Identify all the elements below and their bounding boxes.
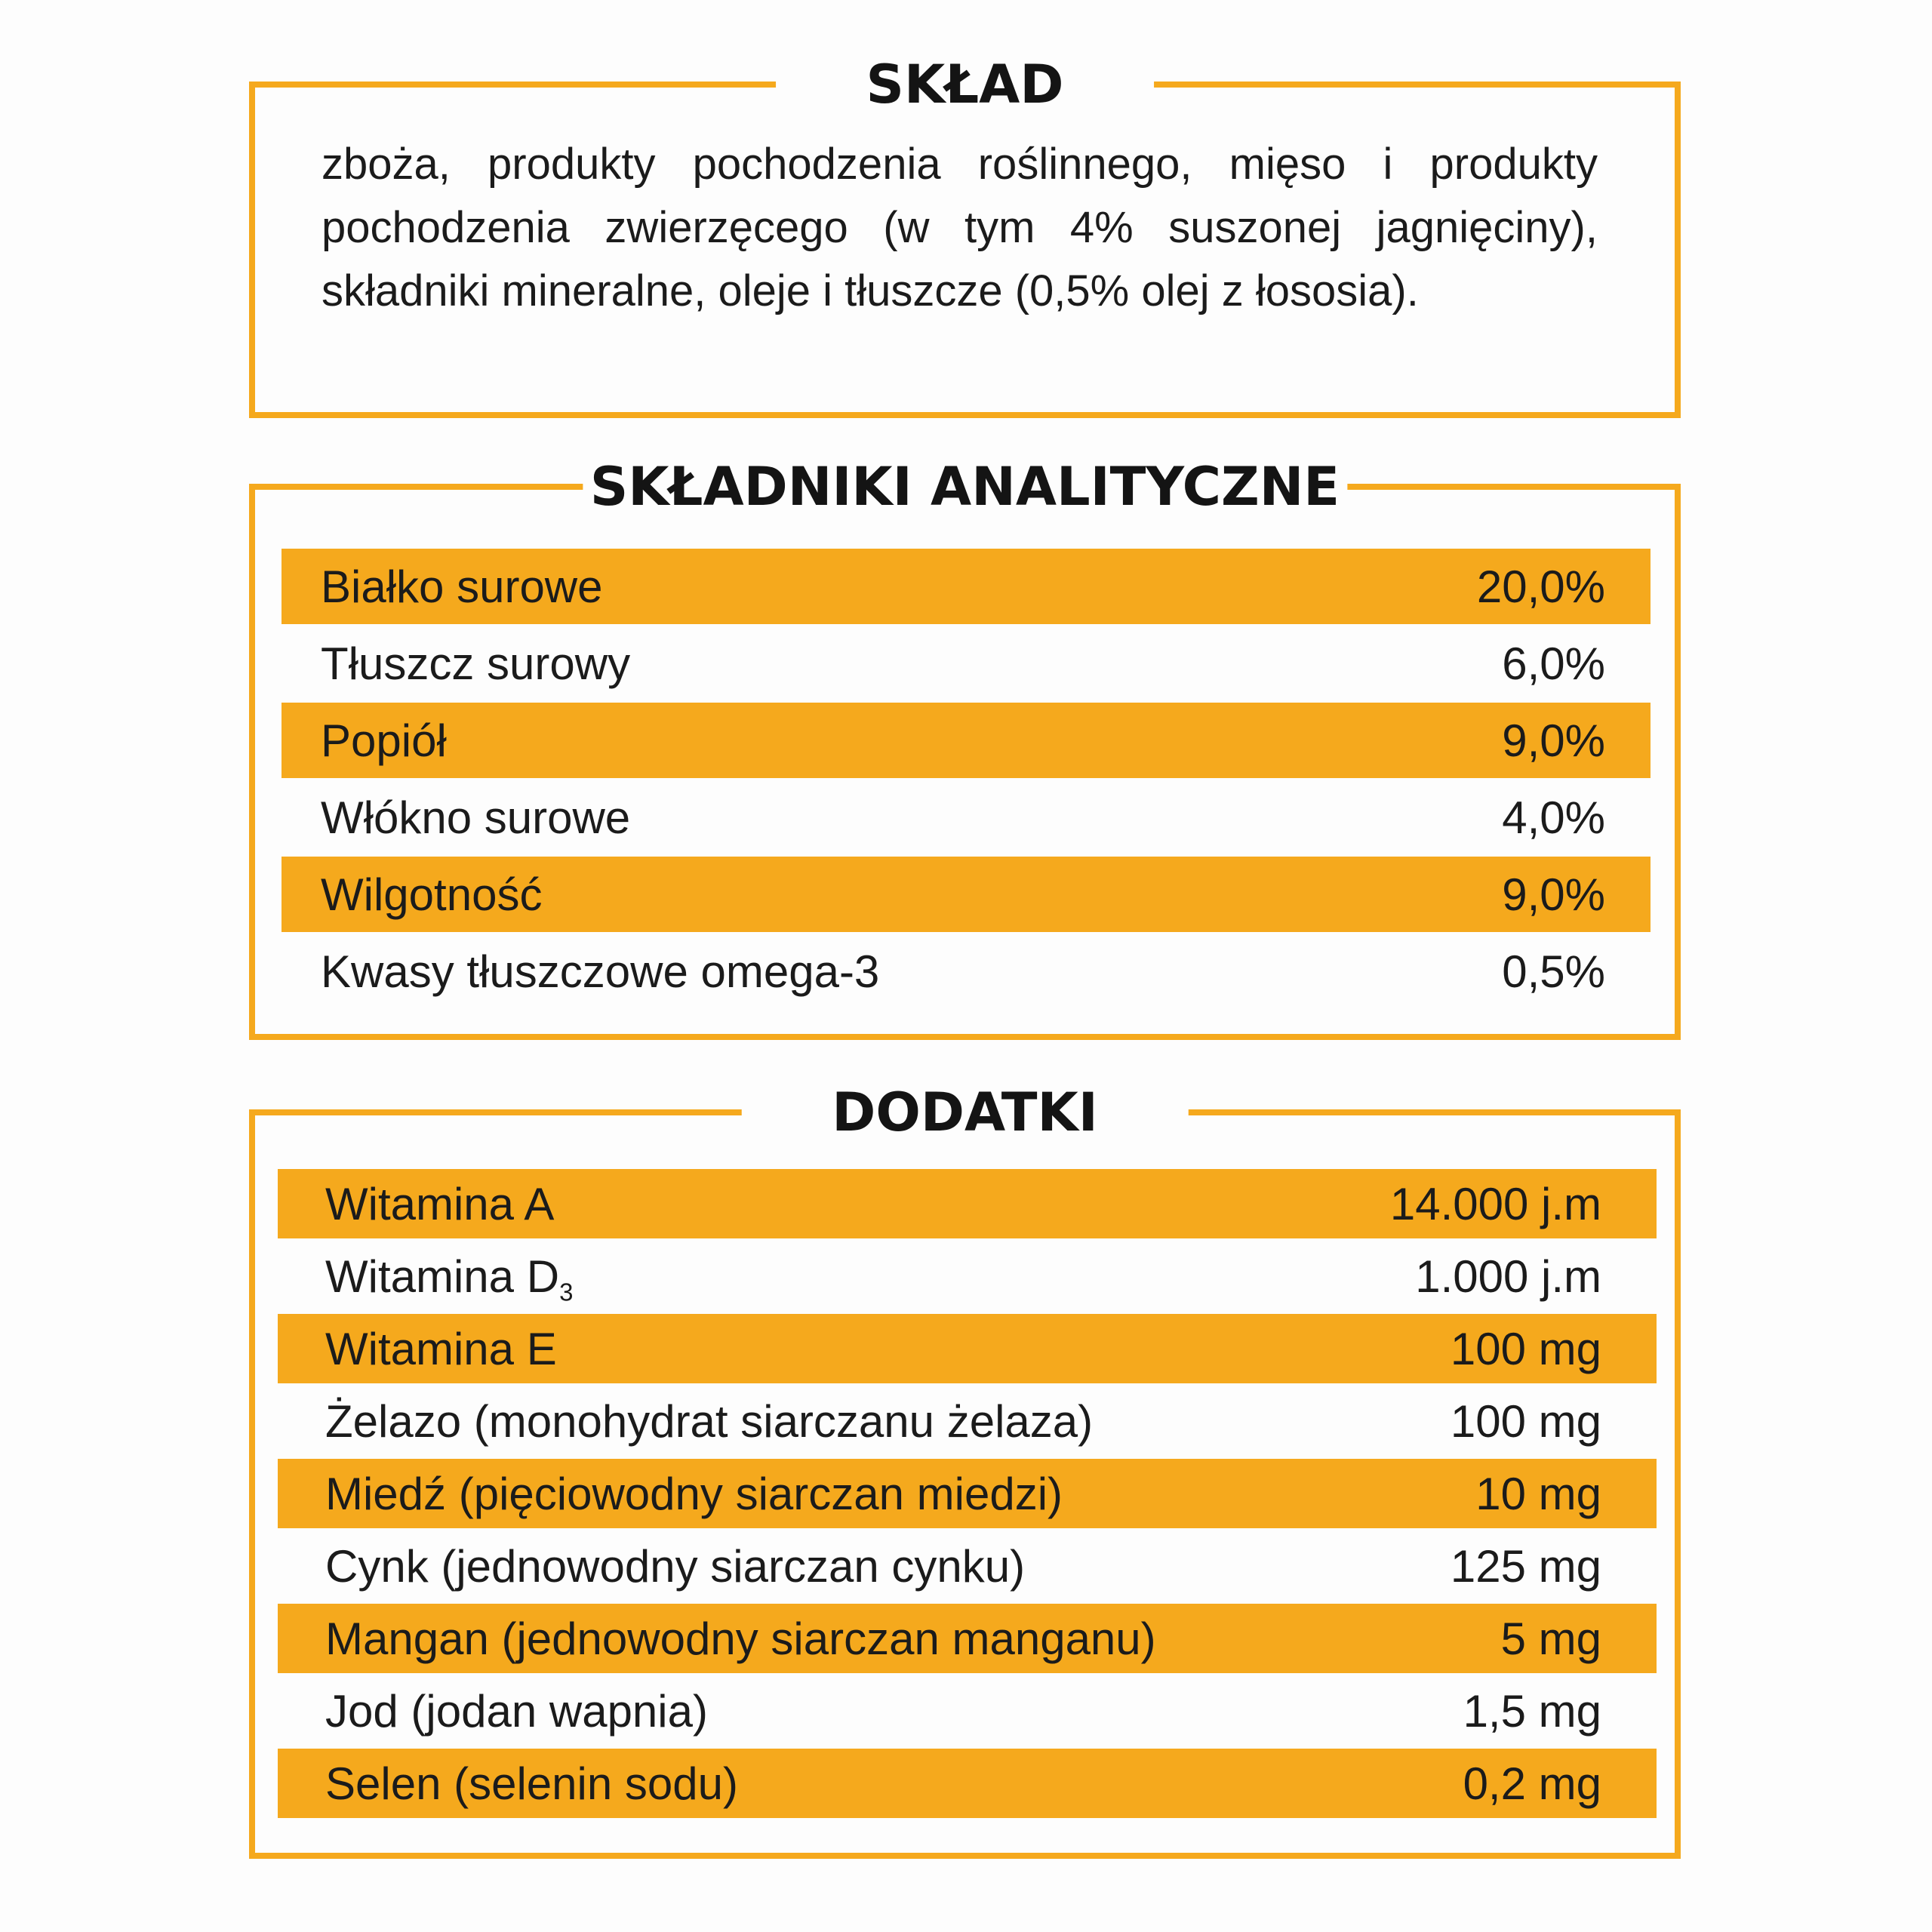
row-value: 100 mg — [1450, 1323, 1601, 1374]
table-row — [278, 1169, 1657, 1238]
row-value: 14.000 j.m — [1389, 1178, 1601, 1229]
table-row — [281, 780, 1651, 855]
table-row — [281, 857, 1651, 932]
row-label: Cynk (jednowodny siarczan cynku) — [325, 1540, 1026, 1592]
row-value: 5 mg — [1500, 1613, 1601, 1664]
table-row — [278, 1604, 1657, 1673]
table-row — [278, 1749, 1657, 1818]
row-value: 9,0% — [1502, 715, 1605, 766]
table-row — [281, 934, 1651, 1009]
row-label: Selen (selenin sodu) — [325, 1758, 739, 1809]
row-value: 100 mg — [1450, 1395, 1601, 1447]
row-value: 6,0% — [1502, 638, 1605, 689]
row-value: 0,5% — [1502, 946, 1605, 997]
table-row — [278, 1459, 1657, 1528]
row-label: Witamina A — [325, 1178, 555, 1229]
table-row — [281, 549, 1651, 624]
row-value: 10 mg — [1475, 1468, 1601, 1519]
row-label: Jod (jodan wapnia) — [325, 1685, 708, 1737]
dodatki-title: DODATKI — [741, 1081, 1189, 1144]
row-value: 9,0% — [1502, 869, 1605, 920]
table-row — [281, 703, 1651, 778]
row-label: Witamina $D_3$ — [325, 1251, 574, 1306]
row-value: 4,0% — [1502, 792, 1605, 843]
row-label: Włókno surowe — [321, 792, 631, 843]
row-value: 1,5 mg — [1463, 1685, 1601, 1737]
table-row — [281, 626, 1651, 701]
row-value: 125 mg — [1450, 1540, 1601, 1592]
analityczne-title: SKŁADNIKI ANALITYCZNE — [583, 455, 1347, 518]
row-label: Wilgotność — [321, 869, 543, 920]
row-label: Tłuszcz surowy — [321, 638, 631, 689]
table-row — [278, 1531, 1657, 1601]
table-row — [278, 1386, 1657, 1456]
row-label: Popiół — [321, 715, 447, 766]
row-label: Miedź (pięciowodny siarczan miedzi) — [325, 1468, 1063, 1519]
table-row — [278, 1241, 1657, 1311]
dodatki-panel — [249, 1081, 1681, 1859]
row-value: 1.000 j.m — [1415, 1251, 1601, 1302]
sklad-panel — [249, 54, 1681, 418]
row-label: Mangan (jednowodny siarczan manganu) — [325, 1613, 1156, 1664]
row-label: Kwasy tłuszczowe omega-3 — [321, 946, 880, 997]
sklad-title: SKŁAD — [776, 53, 1155, 116]
row-value: 0,2 mg — [1463, 1758, 1601, 1809]
sklad-text: zboża, produkty pochodzenia roślinnego, mięso i produkty pochodzenia zwierzęcego (w tym 4% suszonej jagnięciny), składniki mineralne, oleje i tłuszcze (0,5% olej z łososia). — [321, 140, 1598, 315]
row-label-subscript: 3 — [559, 1278, 574, 1306]
analityczne-panel — [249, 456, 1681, 1040]
table-row — [278, 1314, 1657, 1383]
row-label: Żelazo (monohydrat siarczanu żelaza) — [325, 1395, 1094, 1447]
row-label: Białko surowe — [321, 561, 603, 612]
row-value: 20,0% — [1476, 561, 1605, 612]
table-row — [278, 1676, 1657, 1746]
row-label: Witamina E — [325, 1323, 557, 1374]
